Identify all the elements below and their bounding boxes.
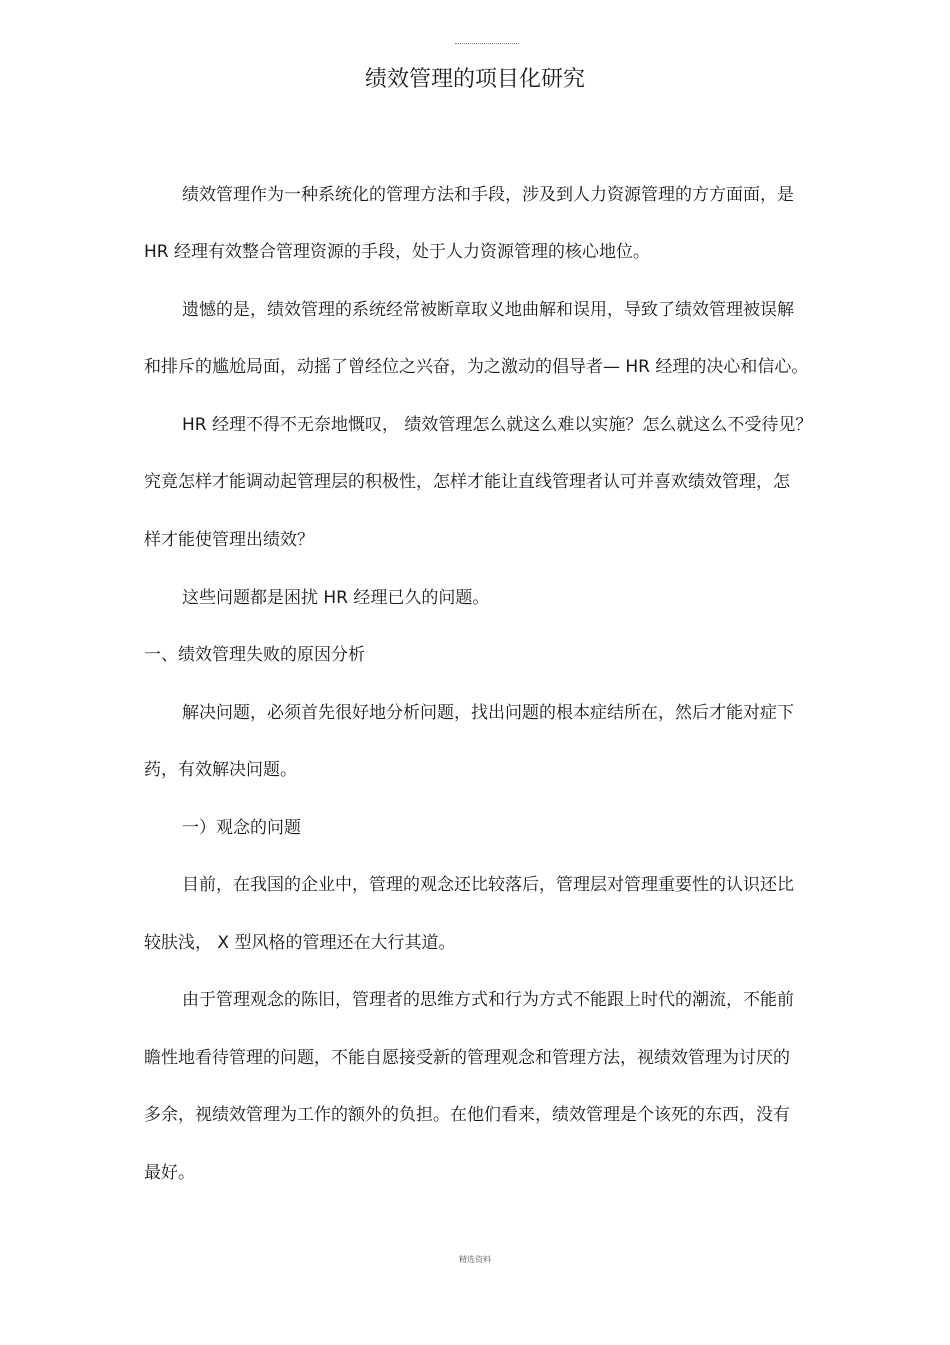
page-footer: 精选资料 bbox=[459, 1255, 491, 1264]
paragraph-5-line-2: 药，有效解决问题。 bbox=[144, 760, 297, 780]
paragraph-3-line-3: 样才能使管理出绩效？ bbox=[144, 530, 314, 550]
paragraph-7-line-3: 多余，视绩效管理为工作的额外的负担。在他们看来，绩效管理是个该死的东西，没有 bbox=[144, 1105, 790, 1125]
document-title: 绩效管理的项目化研究 bbox=[364, 67, 585, 92]
paragraph-2-line-1: 遗憾的是，绩效管理的系统经常被断章取义地曲解和误用，导致了绩效管理被误解 bbox=[182, 300, 794, 320]
paragraph-1-line-1: 绩效管理作为一种系统化的管理方法和手段，涉及到人力资源管理的方方面面，是 bbox=[182, 185, 794, 205]
paragraph-3-line-2: 究竟怎样才能调动起管理层的积极性，怎样才能让直线管理者认可并喜欢绩效管理，怎 bbox=[144, 472, 790, 492]
paragraph-6-line-2: 较肤浅， X 型风格的管理还在大行其道。 bbox=[144, 933, 456, 953]
paragraph-7-line-1: 由于管理观念的陈旧，管理者的思维方式和行为方式不能跟上时代的潮流，不能前 bbox=[182, 990, 794, 1010]
header-rule bbox=[455, 43, 519, 44]
paragraph-7-line-4: 最好。 bbox=[144, 1163, 195, 1183]
section-heading-1: 一、绩效管理失败的原因分析 bbox=[144, 645, 365, 665]
paragraph-5-line-1: 解决问题，必须首先很好地分析问题，找出问题的根本症结所在，然后才能对症下 bbox=[182, 703, 794, 723]
paragraph-7-line-2: 瞻性地看待管理的问题，不能自愿接受新的管理观念和管理方法，视绩效管理为讨厌的 bbox=[144, 1048, 790, 1068]
paragraph-3-line-1: HR 经理不得不无奈地慨叹， 绩效管理怎么就这么难以实施？怎么就这么不受待见？ bbox=[182, 415, 813, 435]
paragraph-4-line-1: 这些问题都是困扰 HR 经理已久的问题。 bbox=[182, 588, 490, 608]
subsection-heading-1: 一）观念的问题 bbox=[182, 818, 301, 838]
paragraph-6-line-1: 目前，在我国的企业中，管理的观念还比较落后，管理层对管理重要性的认识还比 bbox=[182, 875, 794, 895]
paragraph-2-line-2: 和排斥的尴尬局面，动摇了曾经位之兴奋，为之激动的倡导者— HR 经理的决心和信心。 bbox=[144, 357, 809, 377]
paragraph-1-line-2: HR 经理有效整合管理资源的手段，处于人力资源管理的核心地位。 bbox=[144, 242, 650, 262]
